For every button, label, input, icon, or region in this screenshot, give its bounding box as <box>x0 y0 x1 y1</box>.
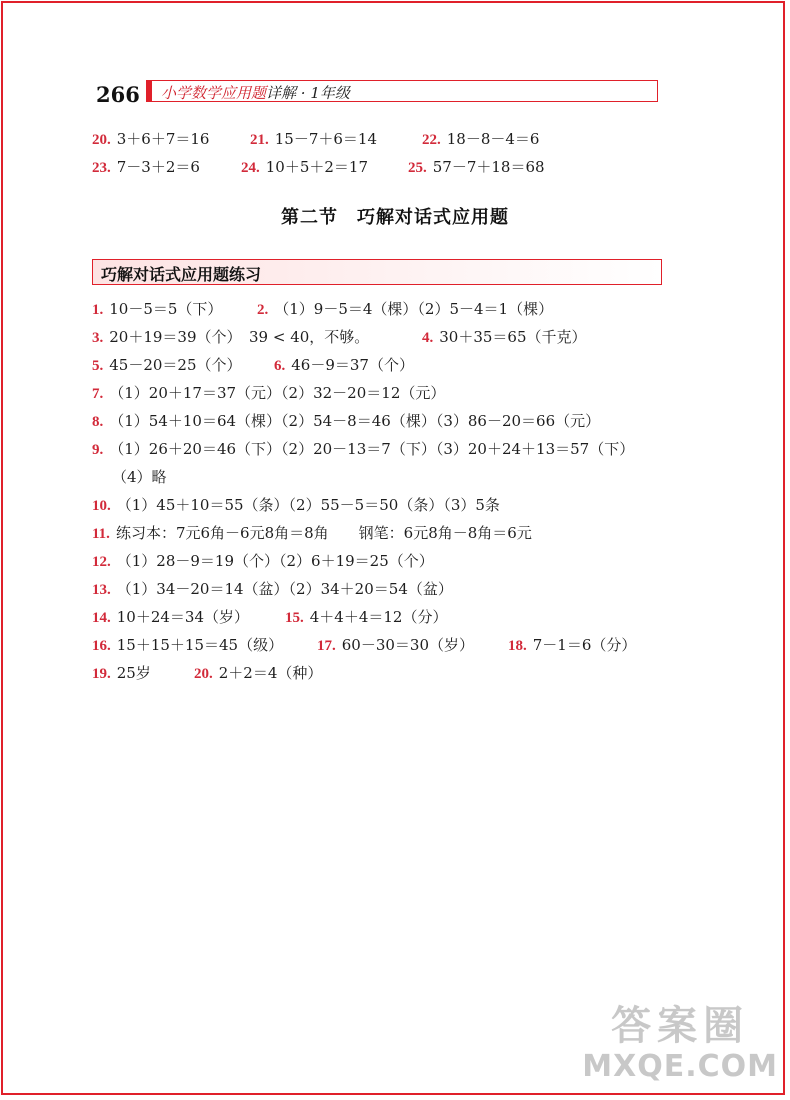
book-title-sub: 详解 · 1年级 <box>266 84 350 102</box>
answer-item: 2. （1）9－5＝4（棵）（2）5－4＝1（棵） <box>257 300 554 318</box>
answer-item: 14. 10＋24＝34（岁） <box>92 608 250 626</box>
answer-item: 22. 18－8－4＝6 <box>422 130 540 148</box>
answer-item: 7. （1）20＋17＝37（元）（2）32－20＝12（元） <box>92 384 446 402</box>
answer-item: 16. 15＋15＋15＝45（级） <box>92 636 284 654</box>
answer-item: 8. （1）54＋10＝64（棵）（2）54－8＝46（棵）（3）86－20＝66（元） <box>92 412 601 430</box>
page-number: 266 <box>96 82 140 107</box>
answer-item: 17. 60－30＝30（岁） <box>317 636 475 654</box>
answer-item: 23. 7－3＋2＝6 <box>92 158 200 176</box>
answer-item: 3. 20＋19＝39（个） 39 < 40，不够。 <box>92 328 370 346</box>
answer-item: 1. 10－5＝5（下） <box>92 300 223 318</box>
answer-item: 24. 10＋5＋2＝17 <box>241 158 369 176</box>
header-bar <box>146 80 658 102</box>
exercise-title: 巧解对话式应用题练习 <box>101 265 262 284</box>
answer-item: 5. 45－20＝25（个） <box>92 356 242 374</box>
answer-item: 10. （1）45＋10＝55（条）（2）55－5＝50（条）（3）5条 <box>92 496 500 514</box>
page-header <box>92 80 662 106</box>
answer-item: 21. 15－7＋6＝14 <box>250 130 378 148</box>
answer-item: 25. 57－7＋18＝68 <box>408 158 545 176</box>
answer-item: 20. 2＋2＝4（种） <box>194 664 323 682</box>
answer-item: 18. 7－1＝6（分） <box>508 636 637 654</box>
answer-item: 19. 25岁 <box>92 664 151 682</box>
answer-item: 6. 46－9＝37（个） <box>274 356 414 374</box>
book-title-main: 小学数学应用题 <box>161 84 267 102</box>
answer-item: 12. （1）28－9＝19（个）（2）6＋19＝25（个） <box>92 552 434 570</box>
exercise-box-title <box>92 259 662 285</box>
section-title: 第二节 巧解对话式应用题 <box>281 207 509 228</box>
book-title <box>161 82 350 103</box>
watermark-logo: 答案圈 MXQE.COM <box>582 1003 778 1084</box>
answer-item: （4）略 <box>112 468 167 486</box>
answer-item: 13. （1）34－20＝14（盆）（2）34＋20＝54（盆） <box>92 580 453 598</box>
answer-item: 4. 30＋35＝65（千克） <box>422 328 587 346</box>
answer-item: 9. （1）26＋20＝46（下）（2）20－13＝7（下）（3）20＋24＋13＝57（下） <box>92 440 635 458</box>
answer-item: 20. 3＋6＋7＝16 <box>92 130 210 148</box>
answer-item: 11. 练习本：7元6角－6元8角＝8角 钢笔：6元8角－8角＝6元 <box>92 524 532 542</box>
answer-item: 15. 4＋4＋4＝12（分） <box>285 608 448 626</box>
